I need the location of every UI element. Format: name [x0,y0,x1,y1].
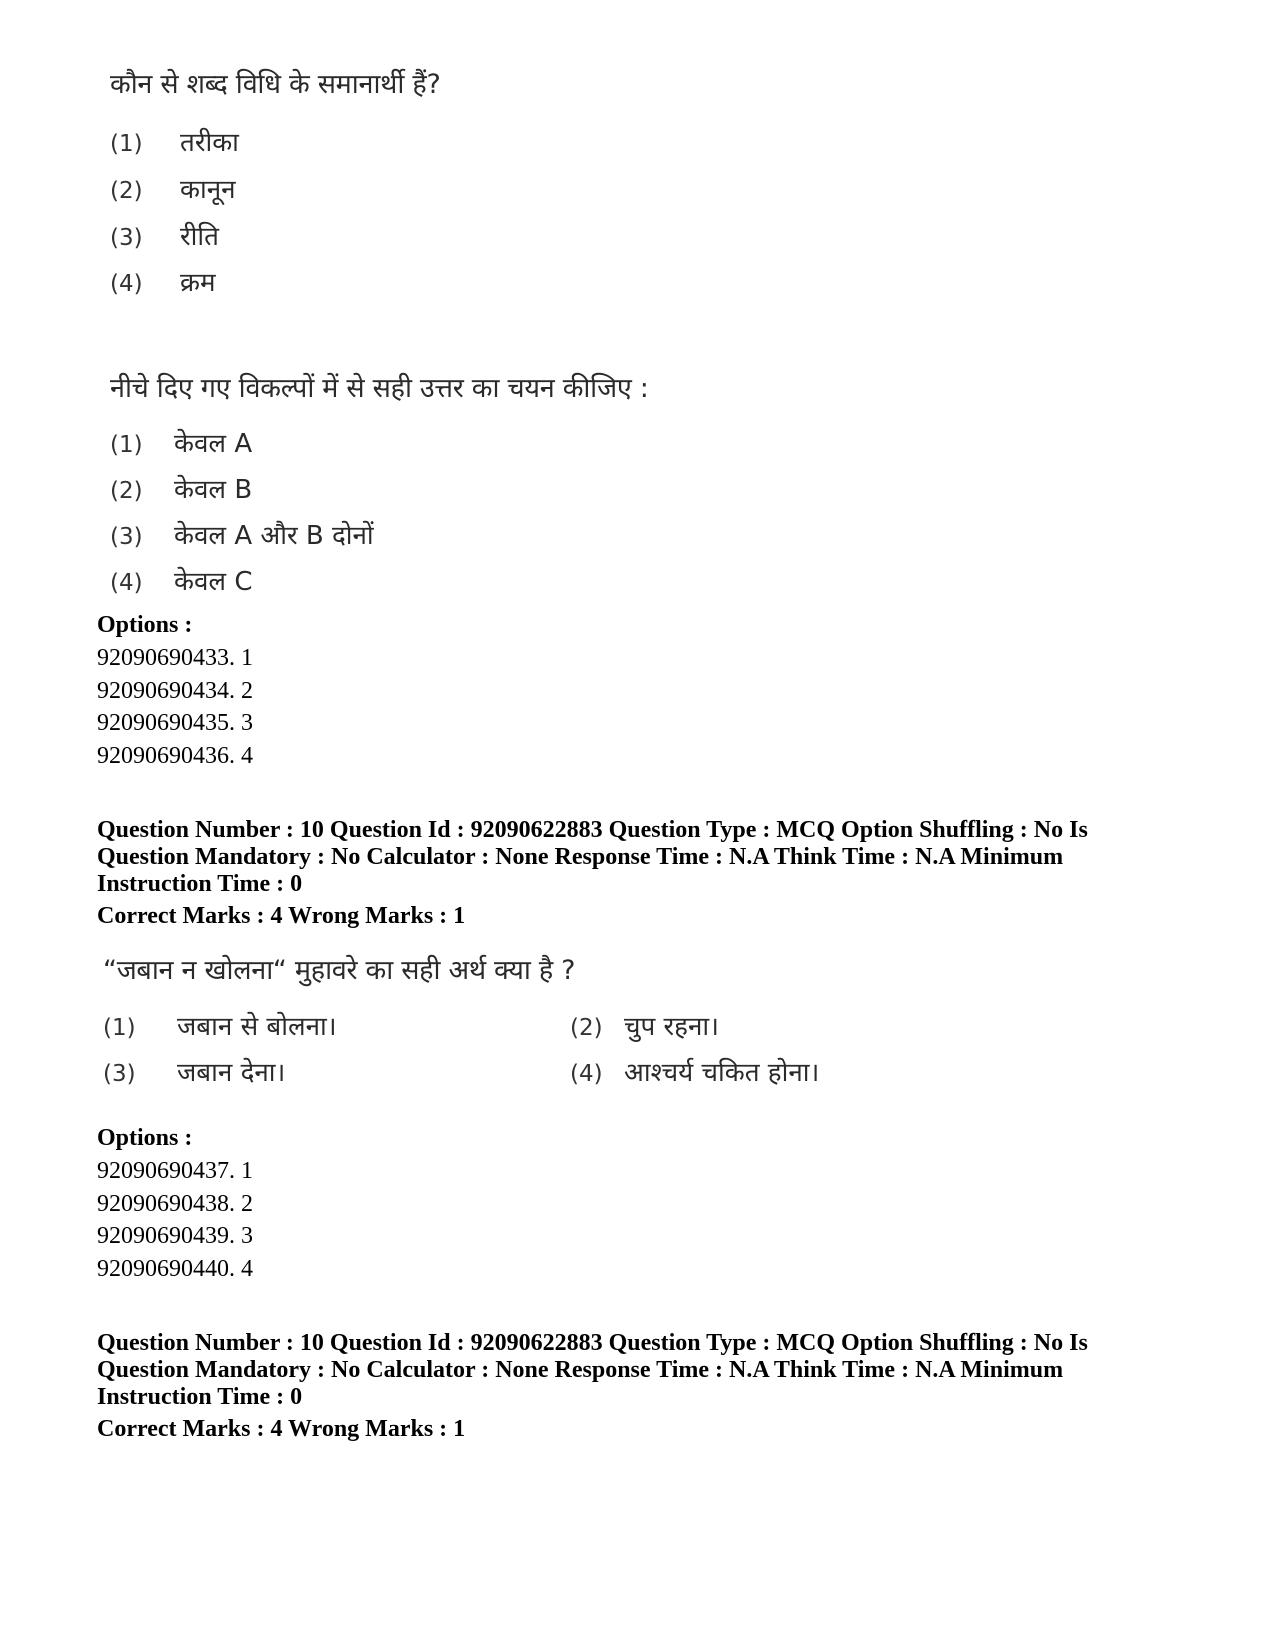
option-text: कानून [180,175,236,205]
option-3 [110,217,219,253]
question-meta-line-3: Instruction Time : 0 [97,1384,303,1410]
option-number: (4) [110,570,143,596]
answer-choice-4 [110,562,252,598]
answer-choice-2 [110,470,252,506]
question-instruction: नीचे दिए गए विकल्पों में से सही उत्तर का चयन कीजिए : [110,373,649,404]
option-text: चुप रहना। [624,1012,720,1042]
option-number: (2) [110,178,143,204]
option-1 [103,1007,337,1043]
option-text: तरीका [180,128,239,158]
option-number: (2) [110,478,143,504]
question-stem-synonyms: कौन से शब्द विधि के समानार्थी हैं? [110,69,441,100]
option-number: (1) [110,432,143,458]
question-meta-line-3: Instruction Time : 0 [97,871,303,897]
option-number: (1) [103,1015,136,1041]
option-number: (1) [110,131,143,157]
option-text: रीति [180,222,219,252]
option-2 [570,1007,719,1043]
answer-choice-1 [110,424,252,460]
question-meta [97,817,1157,898]
option-number: (3) [103,1061,136,1087]
option-text: जबान से बोलना। [177,1012,337,1042]
option-number: (3) [110,225,143,251]
option-id-line: 92090690440. 4 [97,1256,253,1282]
option-id-line: 92090690434. 2 [97,678,253,704]
option-text: केवल A और B दोनों [174,521,374,551]
options-heading: Options : [97,1125,193,1151]
option-3 [103,1053,285,1089]
option-text: केवल B [174,475,253,505]
option-text: क्रम [180,268,216,298]
option-id-line: 92090690436. 4 [97,743,253,769]
option-text: केवल C [174,567,253,597]
option-number: (2) [570,1015,603,1041]
option-id-line: 92090690433. 1 [97,645,253,671]
answer-choice-3 [110,516,374,552]
option-id-line: 92090690437. 1 [97,1158,253,1184]
option-text: जबान देना। [177,1058,286,1088]
option-4 [110,263,216,299]
option-text: केवल A [174,429,253,459]
option-id-line: 92090690439. 3 [97,1223,253,1249]
option-id-line: 92090690438. 2 [97,1191,253,1217]
option-id-line: 92090690435. 3 [97,710,253,736]
option-number: (4) [570,1061,603,1087]
marks-line: Correct Marks : 4 Wrong Marks : 1 [97,1416,466,1442]
marks-line: Correct Marks : 4 Wrong Marks : 1 [97,903,466,929]
question-meta-line-2: Question Mandatory : No Calculator : None Response Time : N.A Think Time : N.A Minimum [97,1357,1064,1383]
question-meta-line-1: Question Number : 10 Question Id : 92090622883 Question Type : MCQ Option Shuffling : No Is [97,817,1088,843]
option-text: आश्चर्य चकित होना। [624,1058,820,1088]
option-2 [110,170,236,206]
option-4 [570,1053,819,1089]
options-heading: Options : [97,612,193,638]
question-meta [97,1330,1157,1411]
question-meta-line-1: Question Number : 10 Question Id : 92090622883 Question Type : MCQ Option Shuffling : No Is [97,1330,1088,1356]
question-meta-line-2: Question Mandatory : No Calculator : None Response Time : N.A Think Time : N.A Minimum [97,844,1064,870]
option-number: (3) [110,524,143,550]
question-stem-idiom: “जबान न खोलना“ मुहावरे का सही अर्थ क्या है ? [103,955,576,986]
option-1 [110,123,239,159]
option-number: (4) [110,271,143,297]
